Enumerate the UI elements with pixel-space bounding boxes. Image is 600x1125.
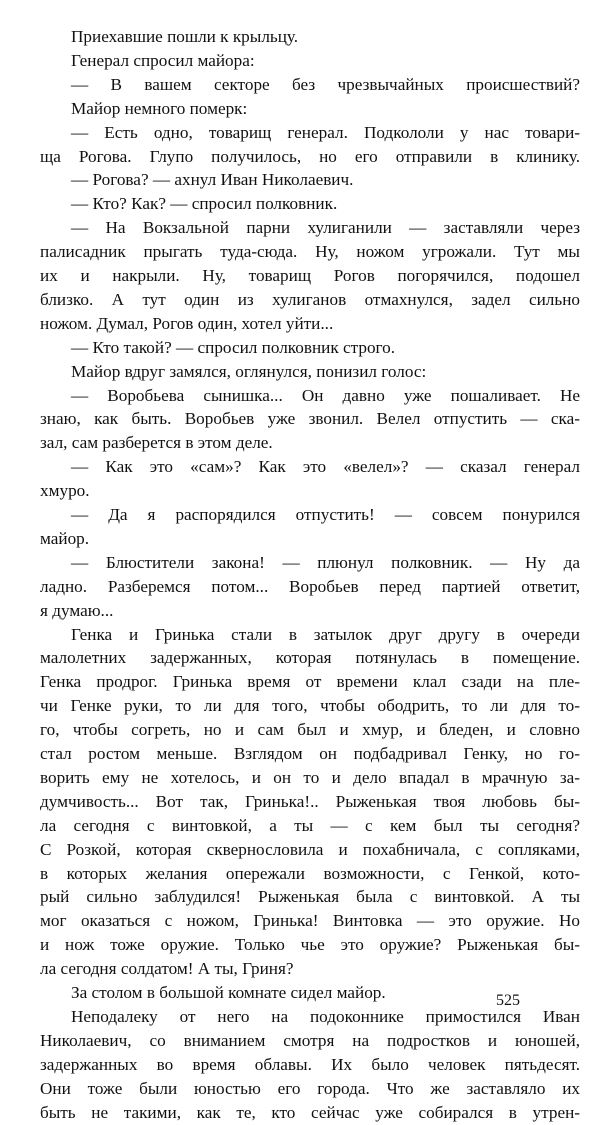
text-line: ща Рогова. Глупо получилось, но его отправили в клинику.	[40, 146, 580, 166]
text-line: знаю, как быть. Воробьев уже звонил. Велел отпустить — ска-	[40, 409, 580, 429]
text-line: зал, сам разберется в этом деле.	[40, 433, 273, 453]
text-line: — Да я распорядился отпустить! — совсем понурился	[71, 505, 580, 524]
text-line: я думаю...	[40, 600, 114, 620]
text-line: Приехавшие пошли к крыльцу.	[71, 27, 299, 46]
text-line: в которых желания опережали возможности, с Генкой, кото-	[40, 863, 580, 883]
text-line: ножом. Думал, Рогов один, хотел уйти...	[40, 313, 334, 333]
text-line: хмуро.	[40, 481, 90, 501]
text-line: — Воробьева сынишка... Он давно уже пошаливает. Не	[71, 385, 580, 405]
text-line: и нож тоже оружие. Только чье это оружие? Рыженькая бы-	[40, 935, 580, 955]
text-line: мог оказаться с ножом, Гринька! Винтовка — это оружие. Но	[40, 911, 580, 931]
text-line: — Кто? Как? — спросил полковник.	[71, 194, 338, 214]
text-line: — Блюстители закона! — плюнул полковник. — Ну да	[71, 552, 580, 572]
text-line: Генка продрог. Гринька время от времени клал сзади на пле-	[40, 672, 580, 692]
text-line: майор.	[40, 528, 90, 548]
text-line: — Есть одно, товарищ генерал. Подкололи у нас товари-	[71, 122, 580, 142]
text-line: близко. А тут один из хулиганов отмахнулся, задел сильно	[40, 289, 580, 309]
text-line: думчивость... Вот так, Гринька!.. Рыженькая твоя любовь бы-	[40, 791, 580, 811]
text-line: Они тоже были юностью его города. Что же заставляло их	[40, 1078, 580, 1098]
text-line: Генерал спросил майора:	[71, 50, 255, 70]
text-line: — В вашем секторе без чрезвычайных происшествий?	[71, 74, 580, 94]
text-line: Майор вдруг замялся, оглянулся, понизил голос:	[71, 361, 427, 381]
text-line: Неподалеку от него на подоконнике примостился Иван	[71, 1006, 580, 1026]
text-line: их и накрыли. Ну, товарищ Рогов погорячился, подошел	[40, 266, 580, 285]
text-line: стал ростом меньше. Взглядом он подбадривал Генку, но го-	[40, 744, 580, 763]
text-line: Николаевич, со вниманием смотря на подростков и юношей,	[40, 1030, 580, 1050]
text-line: ла сегодня солдатом! А ты, Гриня?	[40, 959, 294, 979]
text-line: ладно. Разберемся потом... Воробьев перед партией ответит,	[40, 576, 580, 596]
page-number: 525	[496, 992, 520, 1009]
text-line: ворить ему не хотелось, и он то и дело впадал в мрачную за-	[40, 767, 580, 787]
text-line: быть не такими, как те, кто сейчас уже собирался в утрен-	[40, 1102, 580, 1122]
text-line: — На Вокзальной парни хулиганили — заставляли через	[71, 218, 580, 238]
text-line: ла сегодня с винтовкой, а ты — с кем был ты сегодня?	[40, 815, 580, 835]
text-line: Генка и Гринька стали в затылок друг другу в очереди	[71, 624, 580, 644]
text-line: задержанных во время облавы. Их было человек пятьдесят.	[40, 1054, 580, 1074]
text-line: — Рогова? — ахнул Иван Николаевич.	[71, 170, 354, 190]
text-line: — Как это «сам»? Как это «велел»? — сказал генерал	[71, 457, 580, 477]
text-line: С Розкой, которая сквернословила и похабничала, с сопляками,	[40, 839, 580, 859]
text-line: рый сильно заблудился! Рыженькая была с винтовкой. А ты	[40, 887, 580, 907]
text-line: За столом в большой комнате сидел майор.	[71, 983, 386, 1002]
text-line: палисадник прыгать туда-сюда. Ну, ножом угрожали. Тут мы	[40, 242, 580, 262]
text-line: чи Генке руки, то ли для того, чтобы ободрить, то ли для то-	[40, 696, 580, 716]
text-line: малолетних задержанных, которая потянулась в помещение.	[40, 648, 580, 668]
text-line: Майор немного померк:	[71, 98, 248, 118]
text-line: — Кто такой? — спросил полковник строго.	[71, 337, 396, 357]
text-line: го, чтобы согреть, но и сам был и хмур, и бледен, и словно	[40, 720, 580, 740]
